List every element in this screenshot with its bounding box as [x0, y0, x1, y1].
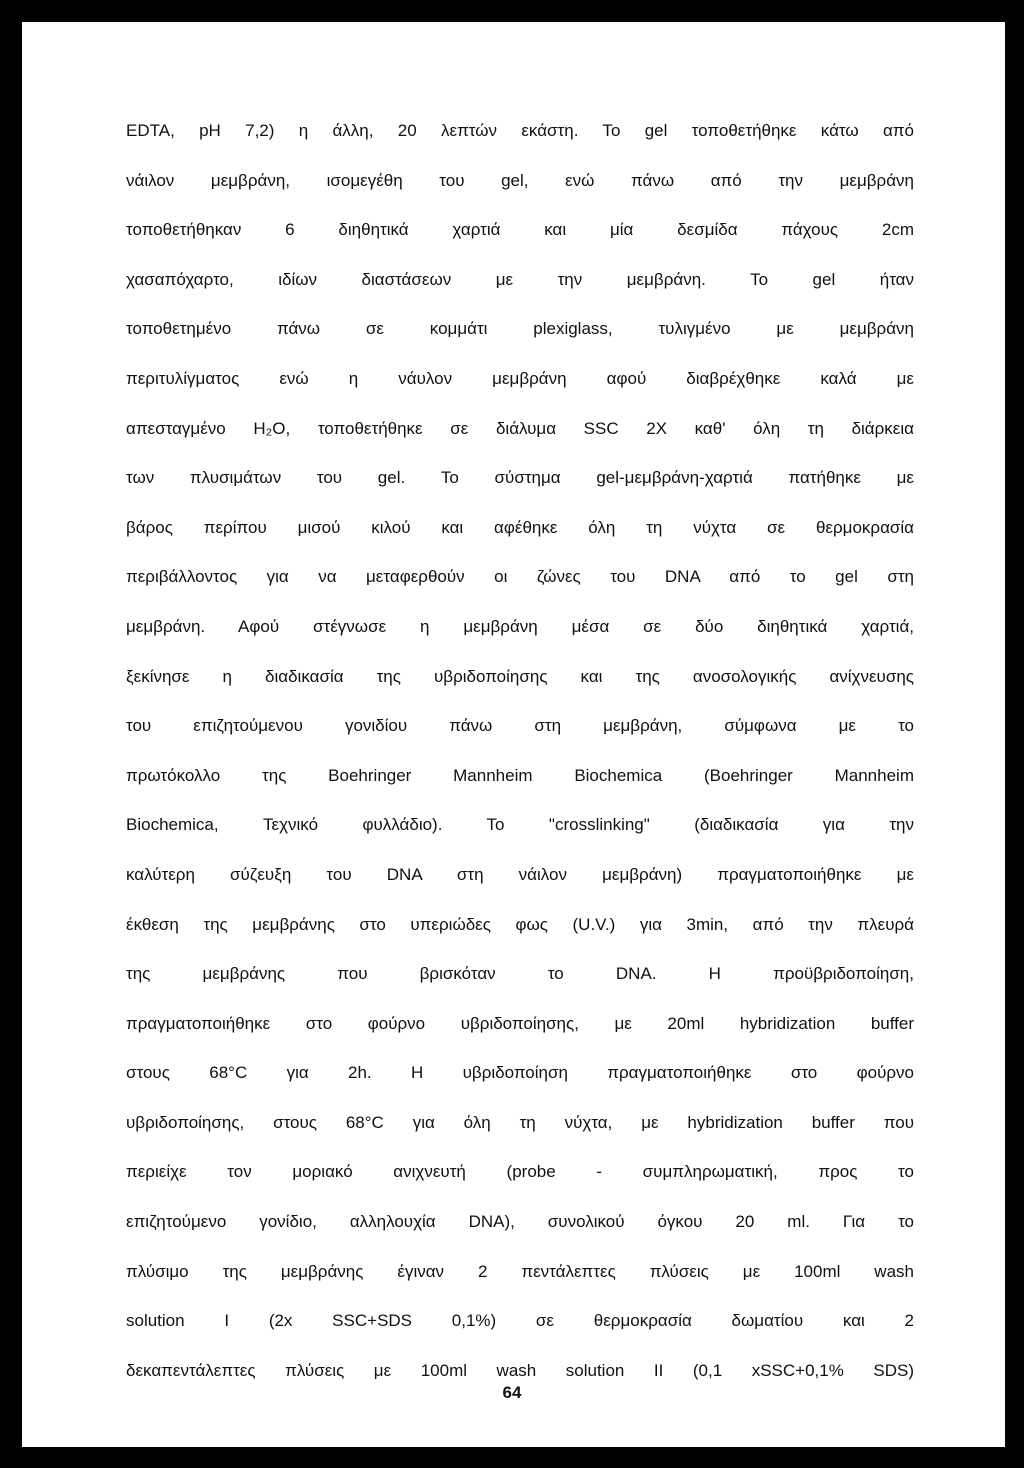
text-line: βάρος περίπου μισού κιλού και αφέθηκε όλη τη νύχτα σε θερμοκρασία [126, 517, 914, 537]
text-line: πλύσιμο της μεμβράνης έγιναν 2 πεντάλεπτες πλύσεις με 100ml wash [126, 1261, 914, 1281]
text-line: solution I (2x SSC+SDS 0,1%) σε θερμοκρασία δωματίου και 2 [126, 1311, 914, 1331]
text-line: τοποθετημένο πάνω σε κομμάτι plexiglass, τυλιγμένο με μεμβράνη [126, 319, 914, 339]
page-number: 64 [502, 1383, 522, 1402]
text-line: περιείχε τον μοριακό ανιχνευτή (probe - συμπληρωματική, προς το [126, 1162, 914, 1182]
text-line: περιτυλίγματος ενώ η νάυλον μεμβράνη αφού διαβρέχθηκε καλά με [126, 368, 914, 388]
text-line: πρωτόκολλο της Boehringer Mannheim Biochemica (Boehringer Mannheim [126, 765, 914, 785]
text-line: επιζητούμενο γονίδιο, αλληλουχία DNA), συνολικού όγκου 20 ml. Για το [126, 1212, 914, 1232]
text-line: υβριδοποίησης, στους 68°C για όλη τη νύχτα, με hybridization buffer που [126, 1112, 914, 1132]
text-line: έκθεση της μεμβράνης στο υπεριώδες φως (U.V.) για 3min, από την πλευρά [126, 914, 914, 934]
text-line: EDTA, pH 7,2) η άλλη, 20 λεπτών εκάστη. Το gel τοποθετήθηκε κάτω από [126, 121, 914, 140]
text-line: ξεκίνησε η διαδικασία της υβριδοποίησης και της ανοσολογικής ανίχνευσης [126, 666, 914, 686]
text-line: καλύτερη σύζευξη του DNA στη νάιλον μεμβράνη) πραγματοποιήθηκε με [126, 864, 914, 884]
text-line: Biochemica, Τεχνικό φυλλάδιο). Το "crosslinking" (διαδικασία για την [126, 815, 914, 835]
text-line: τοποθετήθηκαν 6 διηθητικά χαρτιά και μία δεσμίδα πάχους 2cm [126, 220, 914, 240]
text-line: μεμβράνη. Αφού στέγνωσε η μεμβράνη μέσα σε δύο διηθητικά χαρτιά, [126, 616, 914, 636]
text-line: νάιλον μεμβράνη, ισομεγέθη του gel, ενώ πάνω από την μεμβράνη [126, 170, 914, 190]
text-line: περιβάλλοντος για να μεταφερθούν οι ζώνες του DNA από το gel στη [126, 567, 914, 587]
text-line: της μεμβράνης που βρισκόταν το DNA. Η προϋβριδοποίηση, [126, 964, 914, 984]
text-line: του επιζητούμενου γονιδίου πάνω στη μεμβράνη, σύμφωνα με το [126, 716, 914, 736]
text-line: απεσταγμένο H₂O, τοποθετήθηκε σε διάλυμα SSC 2X καθ' όλη τη διάρκεια [126, 418, 914, 438]
text-line: χασαπόχαρτο, ιδίων διαστάσεων με την μεμβράνη. Το gel ήταν [126, 269, 914, 289]
text-line: στους 68°C για 2h. Η υβριδοποίηση πραγματοποιήθηκε στο φούρνο [126, 1063, 914, 1083]
body-text [126, 115, 914, 1404]
text-line: πραγματοποιήθηκε στο φούρνο υβριδοποίησης, με 20ml hybridization buffer [126, 1013, 914, 1033]
text-line: των πλυσιμάτων του gel. Το σύστημα gel-μεμβράνη-χαρτιά πατήθηκε με [126, 468, 914, 488]
text-line: δεκαπεντάλεπτες πλύσεις με 100ml wash solution II (0,1 xSSC+0,1% SDS) [126, 1360, 914, 1380]
